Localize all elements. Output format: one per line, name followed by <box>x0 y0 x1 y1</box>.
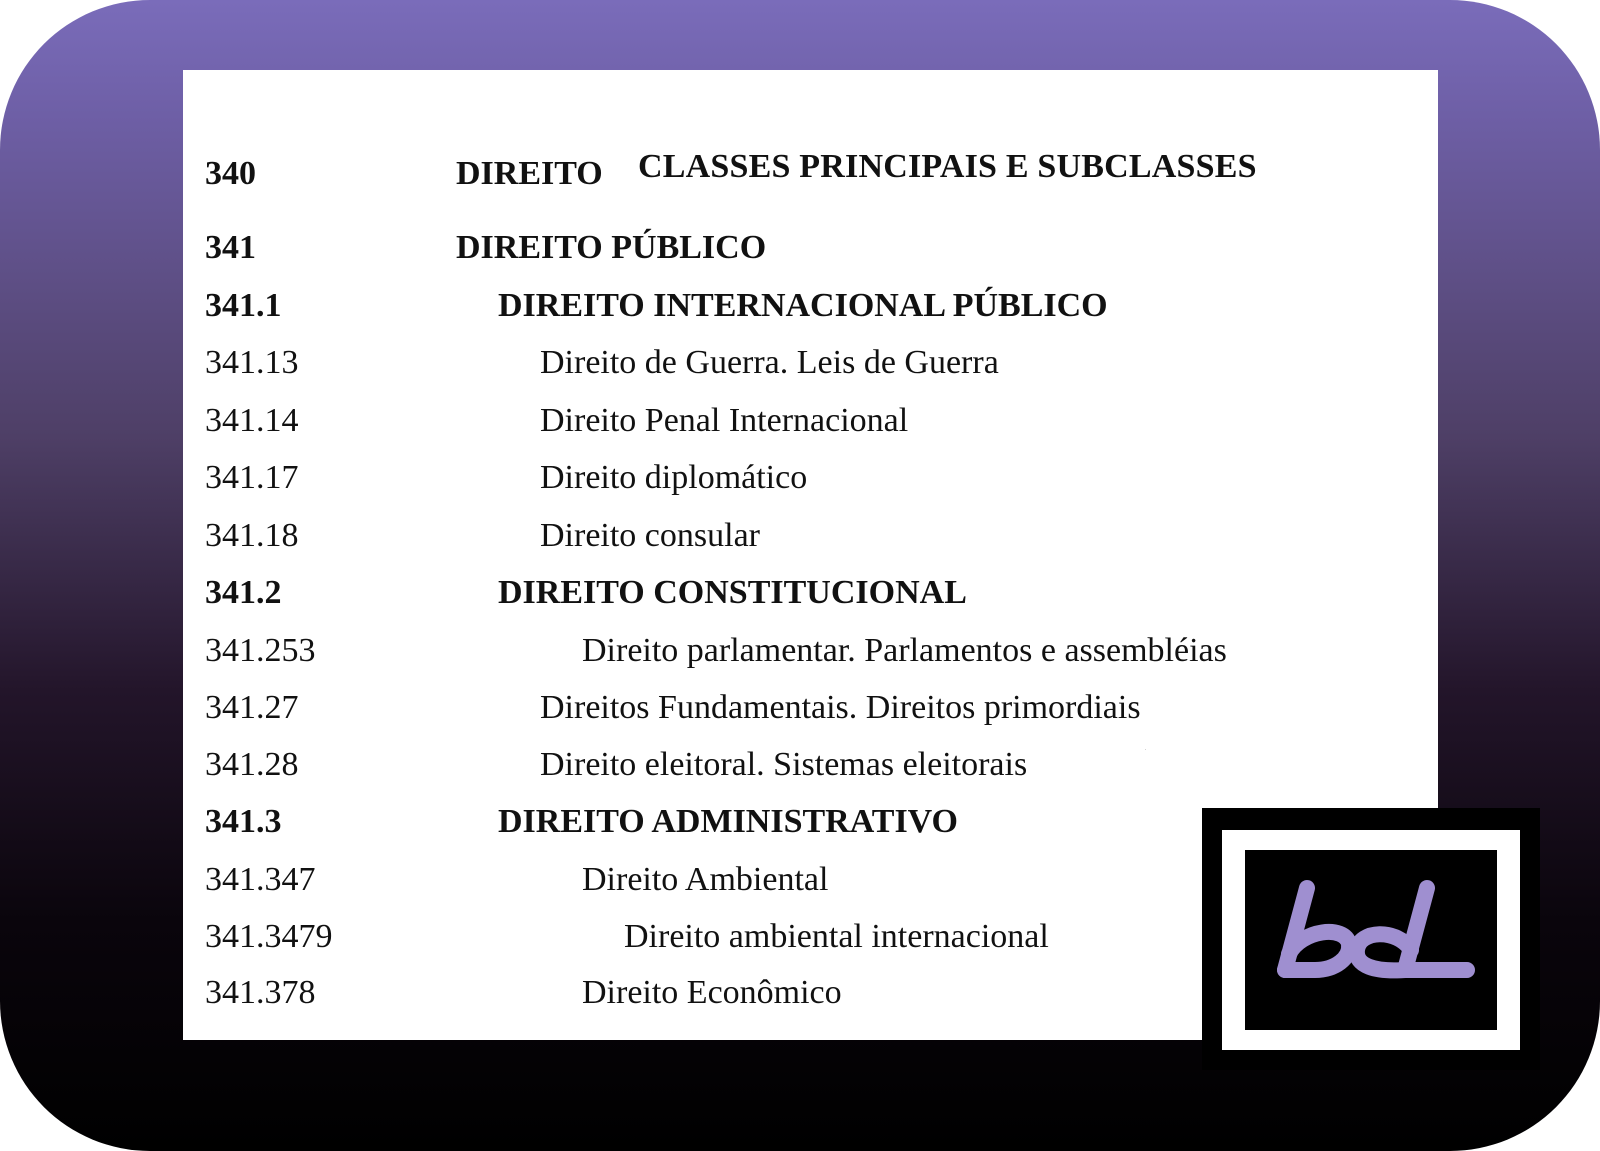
logo-border <box>1145 750 1520 1050</box>
entry-label: DIREITO <box>456 155 603 192</box>
entry-code: 341 <box>205 229 256 266</box>
entry-label: DIREITO ADMINISTRATIVO <box>498 803 958 840</box>
classification-entry <box>183 739 1438 791</box>
entry-code: 341.3479 <box>205 918 333 955</box>
logo-badge <box>1145 750 1540 1070</box>
entry-code: 341.1 <box>205 287 282 324</box>
entry-code: 341.3 <box>205 803 282 840</box>
bd-logo-icon <box>1145 750 1497 1030</box>
document-title: CLASSES PRINCIPAIS E SUBCLASSES <box>638 148 1257 185</box>
entry-label: DIREITO INTERNACIONAL PÚBLICO <box>498 287 1108 324</box>
entry-label: Direito parlamentar. Parlamentos e assembléias <box>582 632 1227 669</box>
entry-code: 341.28 <box>205 746 299 783</box>
entry-label: Direitos Fundamentais. Direitos primordiais <box>540 689 1141 726</box>
logo-panel <box>1145 750 1497 1030</box>
entry-code: 341.17 <box>205 459 299 496</box>
classification-entry <box>183 395 1438 447</box>
classification-entry <box>183 625 1438 677</box>
entry-code: 341.14 <box>205 402 299 439</box>
entry-code: 341.347 <box>205 861 316 898</box>
entry-code: 341.378 <box>205 974 316 1011</box>
entry-label: Direito Penal Internacional <box>540 402 909 439</box>
classification-entry <box>183 682 1438 734</box>
classification-entry <box>183 148 1438 200</box>
entry-code: 341.27 <box>205 689 299 726</box>
classification-entry <box>183 510 1438 562</box>
logo-text: bd <box>1145 750 1146 751</box>
entry-label: Direito consular <box>540 517 760 554</box>
entry-label: Direito ambiental internacional <box>624 918 1049 955</box>
entry-code: 341.13 <box>205 344 299 381</box>
entry-label: Direito eleitoral. Sistemas eleitorais <box>540 746 1028 783</box>
entry-label: Direito Econômico <box>582 974 842 1011</box>
classification-entry <box>183 452 1438 504</box>
entry-code: 341.2 <box>205 574 282 611</box>
entry-label: Direito de Guerra. Leis de Guerra <box>540 344 999 381</box>
classification-entry <box>183 337 1438 389</box>
entry-code: 341.253 <box>205 632 316 669</box>
entry-label: Direito Ambiental <box>582 861 829 898</box>
entry-label: DIREITO CONSTITUCIONAL <box>498 574 967 611</box>
entry-code: 341.18 <box>205 517 299 554</box>
classification-entry <box>183 567 1438 619</box>
classification-entry <box>183 280 1438 332</box>
entry-label: Direito diplomático <box>540 459 808 496</box>
entry-code: 340 <box>205 155 256 192</box>
entry-label: DIREITO PÚBLICO <box>456 229 767 266</box>
classification-entry <box>183 222 1438 274</box>
